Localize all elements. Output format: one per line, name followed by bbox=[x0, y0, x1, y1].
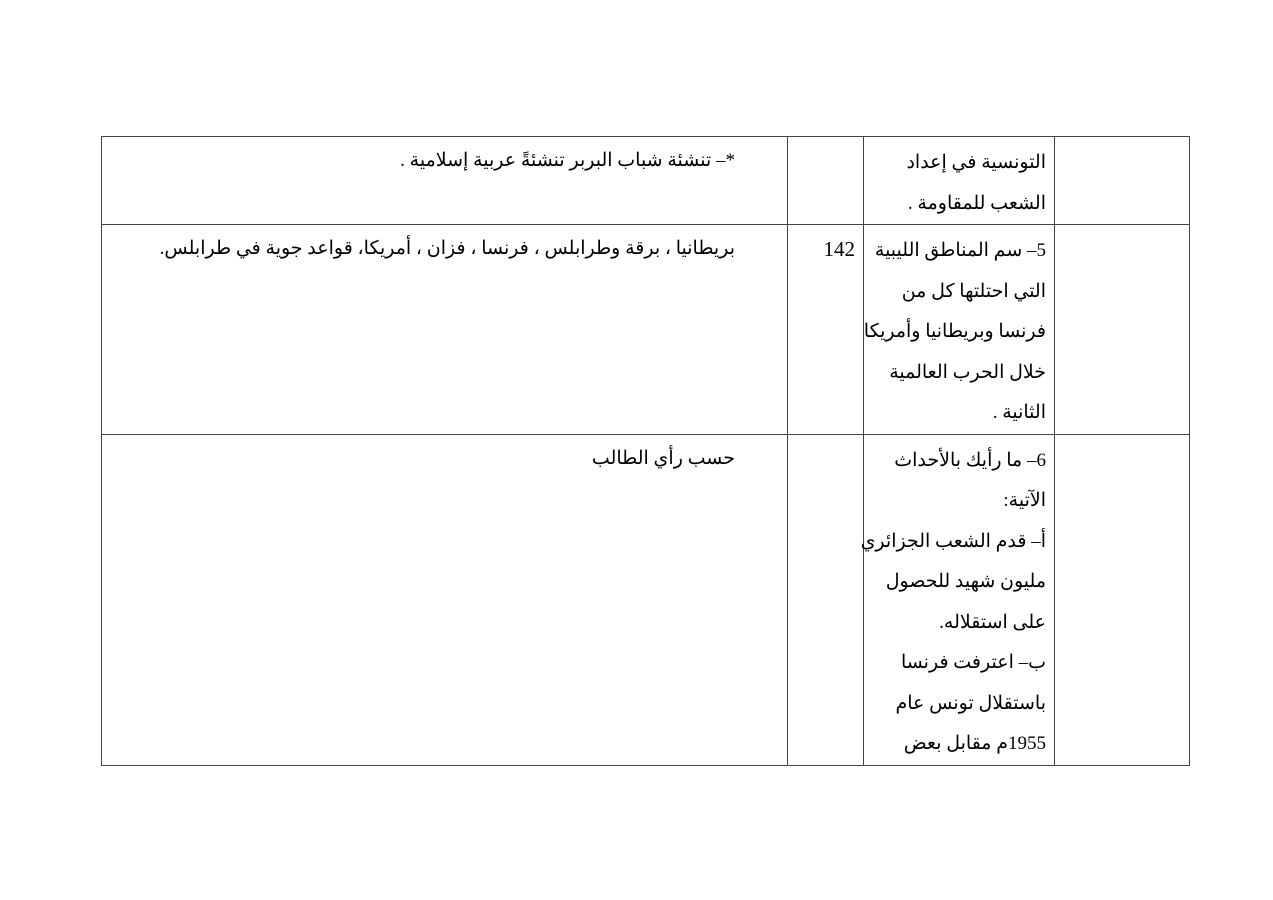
question-cell bbox=[864, 137, 1055, 225]
question-line: فرنسا وبريطانيا وأمريكا bbox=[863, 321, 1046, 342]
table-row bbox=[102, 137, 1190, 225]
table-row bbox=[102, 225, 1190, 435]
question-line: 6– ما رأيك بالأحداث bbox=[894, 449, 1046, 471]
answer-text: *– تنشئة شباب البربر تنشئةً عربية إسلامية . bbox=[400, 150, 735, 171]
answer-cell bbox=[102, 137, 788, 225]
question-line: 5– سم المناطق الليبية bbox=[874, 240, 1046, 261]
question-line: خلال الحرب العالمية bbox=[889, 361, 1046, 383]
question-cell bbox=[864, 225, 1055, 435]
page-number bbox=[788, 137, 863, 141]
blank-cell bbox=[1055, 434, 1190, 765]
answer-text: بريطانيا ، برقة وطرابلس ، فرنسا ، فزان ، أمريكا، قواعد جوية في طرابلس. bbox=[159, 238, 735, 259]
question-line: التي احتلتها كل من bbox=[901, 280, 1046, 302]
question-line: أ– قدم الشعب الجزائري bbox=[860, 530, 1046, 552]
page-cell bbox=[788, 225, 864, 435]
question-line: باستقلال تونس عام bbox=[895, 692, 1046, 714]
answer-table bbox=[101, 136, 1190, 766]
question-line: الثانية . bbox=[992, 402, 1046, 423]
answer-text: حسب رأي الطالب bbox=[591, 447, 735, 469]
table-row bbox=[102, 434, 1190, 765]
blank-cell bbox=[1055, 225, 1190, 435]
page-number bbox=[788, 435, 863, 439]
question-line: الشعب للمقاومة . bbox=[907, 192, 1046, 214]
question-line: التونسية في إعداد bbox=[906, 152, 1046, 173]
question-line: 1955م مقابل بعض bbox=[903, 733, 1046, 754]
question-line: مليون شهيد للحصول bbox=[885, 571, 1046, 592]
question-line: الآتية: bbox=[1003, 490, 1046, 511]
page-cell bbox=[788, 137, 864, 225]
blank-cell bbox=[1055, 137, 1190, 225]
answer-cell bbox=[102, 225, 788, 435]
question-line: ب– اعترفت فرنسا bbox=[900, 652, 1046, 673]
page-number: 142 bbox=[823, 237, 855, 261]
question-cell bbox=[860, 434, 1055, 765]
page-cell bbox=[788, 434, 864, 765]
answer-cell bbox=[102, 434, 788, 765]
question-line: على استقلاله. bbox=[939, 611, 1046, 633]
